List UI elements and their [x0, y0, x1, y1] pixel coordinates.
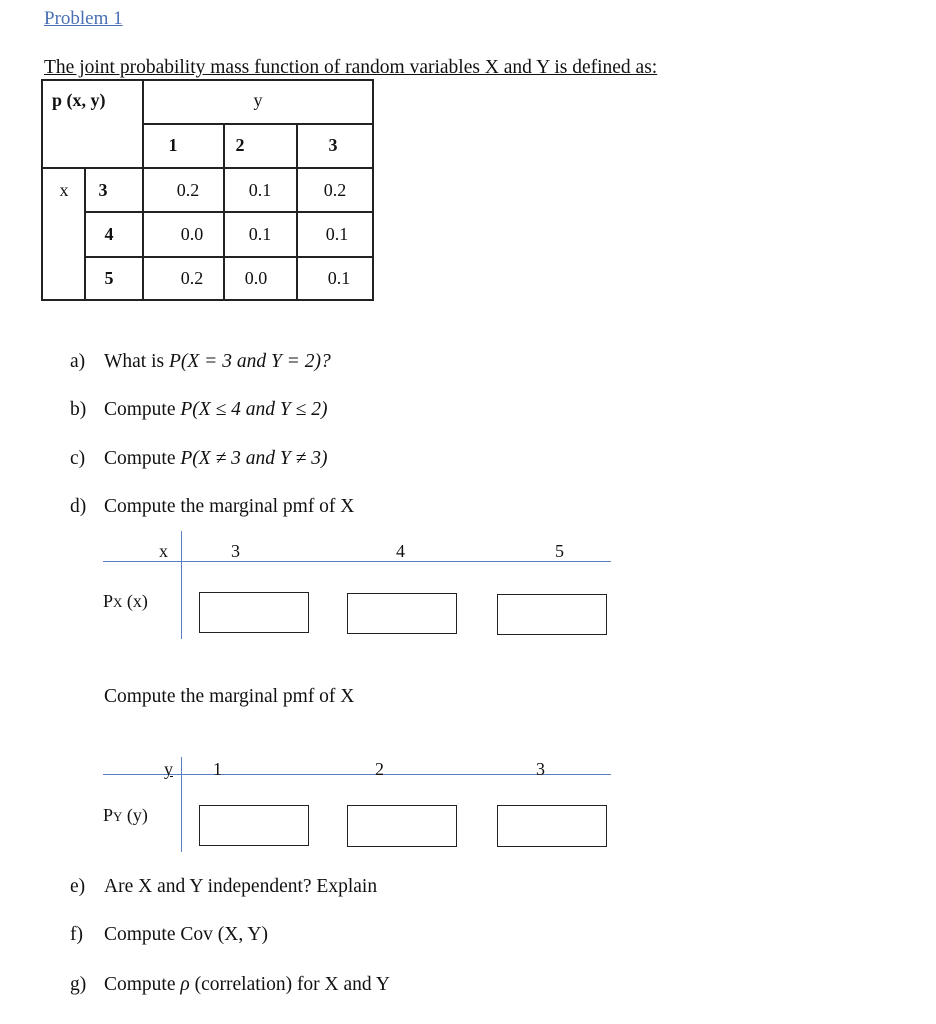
table-cell: 0.2	[323, 180, 347, 200]
marginal-y-var: y	[164, 759, 173, 779]
y-value-1: 1	[168, 135, 178, 155]
marginal-x-var: x	[159, 541, 168, 561]
question-c-math: P(X ≠ 3 and Y ≠ 3)	[180, 448, 328, 469]
table-corner-label: p (x, y)	[52, 90, 106, 110]
x-value-4: 4	[104, 224, 114, 244]
table-cell: 0.1	[248, 224, 272, 244]
marginal-y-value: 2	[375, 759, 384, 779]
question-d-label: d)	[70, 496, 87, 517]
question-d-part2: Compute the marginal pmf of X	[104, 686, 355, 707]
answer-box-px-4[interactable]	[347, 593, 457, 634]
y-value-3: 3	[328, 135, 338, 155]
answer-box-py-1[interactable]	[199, 805, 309, 846]
table-y-label: y	[253, 90, 263, 110]
question-e-text: Are X and Y independent? Explain	[104, 876, 378, 897]
problem-title: Problem 1	[44, 8, 123, 29]
marginal-x-value: 4	[396, 541, 405, 561]
answer-box-px-3[interactable]	[199, 592, 309, 633]
table-cell: 0.0	[244, 268, 268, 288]
marginal-y-row-main: P	[103, 805, 114, 825]
question-g-text-before: Compute	[104, 974, 181, 995]
question-g-text-after: (correlation) for X and Y	[189, 974, 390, 995]
marginal-y-row-label	[103, 805, 148, 826]
y-value-2: 2	[235, 135, 245, 155]
question-a-label: a)	[70, 351, 86, 372]
question-g-label: g)	[70, 974, 87, 995]
marginal-x-value: 3	[231, 541, 240, 561]
answer-box-py-3[interactable]	[497, 805, 607, 847]
marginal-y-row-sub: Y	[113, 809, 123, 824]
marginal-x-row-arg: (x)	[126, 591, 148, 611]
x-value-5: 5	[104, 268, 114, 288]
table-x-label: x	[59, 180, 69, 200]
question-c-label: c)	[70, 448, 86, 469]
x-value-3: 3	[98, 180, 108, 200]
marginal-y-row-arg: (y)	[126, 805, 148, 825]
question-b-label: b)	[70, 399, 87, 420]
question-a	[70, 351, 331, 373]
answer-box-px-5[interactable]	[497, 594, 607, 635]
intro-part3: random variables X and Y is defined as:	[345, 57, 658, 78]
question-f-label: f)	[70, 924, 83, 945]
question-e-label: e)	[70, 876, 86, 897]
rho-symbol: ρ	[180, 974, 190, 995]
answer-box-py-2[interactable]	[347, 805, 457, 847]
marginal-x-row-label	[103, 591, 148, 612]
marginal-y-value: 3	[536, 759, 545, 779]
question-b	[70, 399, 327, 421]
question-d	[70, 496, 354, 518]
question-b-text: Compute	[104, 399, 181, 420]
question-a-text: What is	[104, 351, 169, 372]
question-f	[70, 924, 268, 946]
table-cell: 0.1	[325, 224, 349, 244]
table-cell: 0.1	[327, 268, 351, 288]
question-a-math: P(X = 3 and Y = 2)?	[168, 351, 331, 372]
question-d-text: Compute the marginal pmf of X	[104, 496, 355, 517]
marginal-x-row-main: P	[103, 591, 114, 611]
question-f-text: Compute Cov (X, Y)	[104, 924, 268, 945]
marginal-x-value: 5	[555, 541, 564, 561]
table-cell: 0.1	[248, 180, 272, 200]
question-e	[70, 876, 377, 898]
intro-part2: mass function of	[205, 57, 346, 78]
intro-part1: The joint probability	[44, 57, 206, 78]
question-c-text: Compute	[104, 448, 181, 469]
question-b-math: P(X ≤ 4 and Y ≤ 2)	[180, 399, 328, 420]
marginal-y-value: 1	[213, 759, 222, 779]
intro-text	[44, 57, 657, 79]
table-cell: 0.0	[180, 224, 204, 244]
table-cell: 0.2	[180, 268, 204, 288]
marginal-x-row-sub: X	[113, 595, 123, 610]
table-cell: 0.2	[176, 180, 200, 200]
question-g	[70, 974, 390, 996]
question-c	[70, 448, 327, 470]
